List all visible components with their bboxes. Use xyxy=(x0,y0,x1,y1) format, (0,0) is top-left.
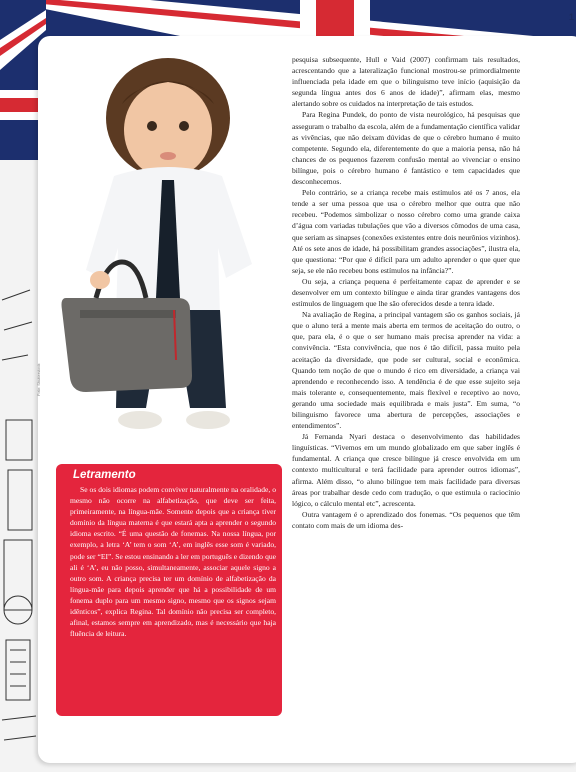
page-number: 1 xyxy=(568,12,574,22)
sidebar-text: Se os dois idiomas podem conviver naturalmente na oralidade, o mesmo não ocorre na alfabetização, que deve ser feita, primeiramente, na língua-mãe. Somente depois que a criança tiver domínio da língua materna é que estará apta a aprender o segundo idioma escrito. “É uma questão de fonemas. Na nossa língua, por exemplo, a letra ‘A’ tem o som ‘A’, em inglês esse som é variado, pode ser “EI”. Se estou ensinando a ler em português e dizendo que ali é ‘A’, eu não posso, simultaneamente, associar aquele signo a outro som. A criança precisa ter um domínio de alfabetização da língua-mãe para depois aprender que há a possibilidade de um fonema duplo para um mesmo signo, mesmo que os signos sejam idênticos”, explica Regina. Tal domínio não precisa ser completo, afinal, estamos sempre em aprendizado, mas é necessário que haja fluência de leitura. xyxy=(70,485,276,639)
article-column xyxy=(292,54,520,531)
article-paragraph: Para Regina Pundek, do ponto de vista neurológico, há pesquisas que asseguram o trabalho da escola, além de a fundamentação científica validar as vivências, que não deixam dúvidas de que o cérebro humano é muito competente. Segundo ela, diferentemente do que a maioria pensa, não há chances de os pequenos fazerem confusão mental ao vivenciar o ensino bilíngue, pois o cérebro humano é fantástico e tem capacidades que desconhecemos. xyxy=(292,110,520,187)
article-paragraph: Já Fernanda Nyari destaca o desenvolvimento das habilidades linguísticas. “Vivemos em um mundo globalizado em que saber inglês é fundamental. A criança que cresce bilíngue já cresce envolvida em um contexto multicultural e terá facilidade para aprender outros idiomas”, afirma. Além disso, “o aluno bilíngue tem mais facilidade para diversas áreas por trabalhar desde cedo com tradução, o que estimula o raciocínio lógico, o cálculo mental etc”, acrescenta. xyxy=(292,432,520,508)
article-paragraph: Na avaliação de Regina, a principal vantagem são os ganhos sociais, já que o aluno terá a mente mais aberta em termos de aceitação do outro, o que, para ela, é o que o ser humano mais precisa aprender na vida: a convivência. “Esta convivência, que nos é tão difícil, passa muito pela aceitação da diversidade, que pode ser cultural, social e econômica. Quando tem noção de que o mundo é rico em diversidade, a criança vai aprendendo e reconhecendo isso. A tendência é de que esse sujeito seja mais tolerante e, consequentemente, mais flexível e receptivo ao novo, gerando uma sociedade mais equilibrada e mais justa”. Em suma, “o bilinguismo favorece uma abertura de percepções, associações e entendimentos”. xyxy=(292,310,520,431)
photo-credit: Foto: Shutterstock xyxy=(36,363,41,396)
baby-with-bag-photo xyxy=(56,48,288,460)
article-paragraph: Pelo contrário, se a criança recebe mais estímulos até os 7 anos, ela tende a ser uma pessoa que usa o cérebro melhor que outra que não recebeu. “Podemos simbolizar o nosso cérebro como uma grande caixa d’água com variadas tubulações que vão a diversos cômodos de uma casa, que seriam as sinapses (conexões existentes entre dois neurônios vizinhos). Até os sete anos de idade, há possibilitam grandes associações”, ilustra ela, que questiona: “Por que é difícil para um adulto aprender o que quer que seja, se ele não recebeu bons estímulos na infância?”. xyxy=(292,188,520,275)
article-paragraph: Ou seja, a criança pequena é perfeitamente capaz de aprender e se desenvolver em um contexto bilíngue e ainda tirar grandes vantagens dos estímulos de linguagem que lhe são oferecidos desde a tenra idade. xyxy=(292,276,520,309)
sidebar-title: Letramento xyxy=(73,469,136,481)
article-paragraph: Outra vantagem é o aprendizado dos fonemas. “Os pequenos que têm contato com mais de um idioma des- xyxy=(292,509,520,530)
article-paragraph: pesquisa subsequente, Hull e Vaid (2007) confirmam tais resultados, acrescentando que a lateralização funcional mostrou-se primordialmente influenciada pela idade em que o bilinguismo teve início (aquisição da segunda língua antes dos 6 anos de idade)”, afirmam elas, mesmo alertando sobre os cuidados na interpretação de tais estudos. xyxy=(292,55,520,109)
letramento-sidebar xyxy=(56,464,282,716)
